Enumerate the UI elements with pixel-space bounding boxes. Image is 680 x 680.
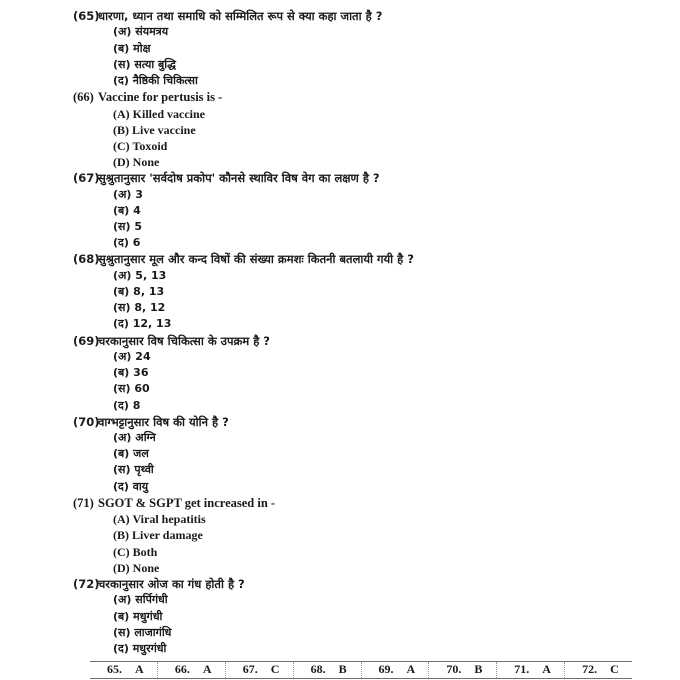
option-d [0, 235, 680, 251]
option-c [0, 138, 680, 154]
answer-question-number: 67. [242, 662, 258, 676]
question-text: SGOT & SGPT get increased in - [98, 495, 276, 510]
question-line [0, 89, 680, 105]
question-71 [0, 495, 680, 576]
option-a [0, 268, 680, 284]
question-line [0, 170, 680, 186]
option-text: (A) Killed vaccine [113, 106, 205, 121]
option-text: (ब) मधुगंधी [113, 609, 163, 623]
question-text: धारणा, ध्यान तथा समाधि को सम्मिलित रूप से क्या कहा जाता है ? [98, 9, 383, 23]
question-line [0, 251, 680, 267]
question-number: (67) [73, 171, 100, 186]
answer-letter: A [202, 662, 212, 676]
answer-letter: A [406, 662, 416, 676]
option-a [0, 511, 680, 527]
question-number: (65) [73, 9, 100, 23]
question-70 [0, 414, 680, 495]
option-text: (अ) 3 [113, 187, 143, 201]
answer-key-bar [90, 661, 632, 679]
option-d [0, 479, 680, 495]
question-line [0, 576, 680, 592]
option-text: (द) 8 [113, 398, 141, 412]
option-text: (अ) अग्नि [113, 431, 156, 445]
option-c [0, 381, 680, 397]
answer-key-cell [564, 662, 632, 678]
answer-question-number: 65. [107, 662, 122, 676]
option-text: (A) Viral hepatitis [113, 512, 206, 527]
option-text: (द) 12, 13 [113, 317, 172, 331]
option-b [0, 527, 680, 543]
question-72 [0, 576, 680, 657]
option-text: (अ) 5, 13 [113, 268, 167, 282]
option-a [0, 430, 680, 446]
option-text: (D) None [113, 560, 160, 575]
option-d [0, 316, 680, 332]
option-text: (C) Both [113, 544, 158, 559]
option-c [0, 219, 680, 235]
question-67 [0, 170, 680, 251]
option-text: (D) None [113, 155, 160, 170]
option-d [0, 641, 680, 657]
option-a [0, 187, 680, 203]
question-text: सुश्रुतानुसार मूल और कन्द विषों की संख्या क्रमशः कितनी बतलायी गयी है ? [98, 252, 414, 267]
option-c [0, 625, 680, 641]
option-a [0, 349, 680, 365]
question-66 [0, 89, 680, 170]
option-b [0, 446, 680, 462]
option-d [0, 154, 680, 170]
option-c [0, 57, 680, 73]
question-line [0, 333, 680, 349]
option-text: (अ) सर्पिगंधी [113, 593, 168, 607]
option-c [0, 300, 680, 316]
option-text: (द) 6 [113, 236, 141, 250]
option-d [0, 560, 680, 576]
option-text: (ब) मोक्ष [113, 41, 151, 55]
answer-question-number: 68. [310, 662, 326, 676]
option-b [0, 365, 680, 381]
option-c [0, 462, 680, 478]
question-number: (70) [73, 414, 100, 429]
question-text: चरकानुसार ओज का गंध होती है ? [98, 576, 245, 591]
answer-letter: B [474, 662, 483, 676]
question-68 [0, 251, 680, 332]
option-b [0, 41, 680, 57]
answer-key-cell [293, 662, 361, 678]
option-text: (ब) जल [113, 447, 149, 461]
answer-question-number: 72. [582, 662, 598, 676]
option-text: (द) नैष्ठिकी चिकित्सा [113, 73, 198, 87]
question-text: Vaccine for pertusis is - [98, 90, 223, 105]
option-text: (द) मधुरगंधी [113, 641, 167, 655]
option-b [0, 122, 680, 138]
option-b [0, 609, 680, 625]
option-c [0, 544, 680, 560]
question-69 [0, 333, 680, 414]
option-text: (अ) संयमत्रय [113, 25, 169, 39]
answer-question-number: 70. [446, 662, 462, 676]
option-text: (ब) 4 [113, 203, 141, 217]
question-line [0, 8, 680, 24]
question-number: (66) [73, 90, 94, 105]
answer-key-cell [428, 662, 496, 678]
option-a [0, 592, 680, 608]
answer-letter: A [135, 662, 144, 676]
answer-question-number: 71. [514, 662, 530, 676]
answer-letter: A [542, 662, 551, 676]
option-text: (स) सत्या बुद्धि [113, 57, 176, 71]
option-text: (ब) 36 [113, 366, 149, 380]
option-text: (स) 8, 12 [113, 301, 166, 315]
question-line [0, 414, 680, 430]
question-number: (72) [73, 576, 100, 591]
option-b [0, 284, 680, 300]
option-d [0, 73, 680, 89]
option-a [0, 106, 680, 122]
answer-letter: B [338, 662, 347, 676]
answer-key-cell [90, 662, 157, 678]
answer-key-cell [225, 662, 293, 678]
option-text: (स) 60 [113, 382, 150, 396]
answer-question-number: 66. [174, 662, 190, 676]
question-sheet [0, 8, 680, 657]
question-line [0, 495, 680, 511]
option-a [0, 24, 680, 40]
answer-key-cell [361, 662, 429, 678]
option-text: (C) Toxoid [113, 138, 168, 153]
question-number: (69) [73, 333, 100, 348]
question-number: (71) [73, 495, 94, 510]
answer-question-number: 69. [378, 662, 394, 676]
question-text: वाग्भट्टानुसार विष की योनि है ? [98, 414, 229, 429]
answer-letter: C [610, 662, 619, 676]
option-text: (B) Liver damage [113, 528, 203, 543]
answer-letter: C [270, 662, 280, 676]
option-b [0, 203, 680, 219]
option-text: (स) पृथ्वी [113, 463, 154, 477]
option-text: (ब) 8, 13 [113, 285, 165, 298]
option-text: (स) 5 [113, 220, 142, 234]
answer-key-cell [496, 662, 564, 678]
option-text: (स) लाजागंधि [113, 625, 172, 639]
question-65 [0, 8, 680, 89]
option-text: (B) Live vaccine [113, 122, 196, 137]
answer-key-cell [157, 662, 225, 678]
question-number: (68) [73, 252, 100, 267]
question-text: सुश्रुतानुसार 'सर्वदोष प्रकोप' कौनसे स्थाविर विष वेग का लक्षण है ? [98, 171, 380, 186]
option-text: (द) वायु [113, 479, 149, 493]
option-text: (अ) 24 [113, 349, 151, 363]
question-text: चरकानुसार विष चिकित्सा के उपक्रम है ? [98, 333, 270, 348]
option-d [0, 398, 680, 414]
